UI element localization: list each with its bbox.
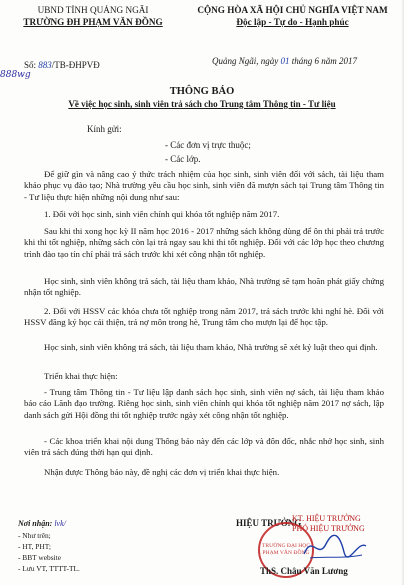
handwritten-signature [300, 530, 370, 564]
handwritten-note: 888wg [0, 70, 31, 80]
body-paragraph: - Trung tâm Thông tin - Tư liệu lập danh sách học sinh, sinh viên nợ sách, tài liệu tham khảo báo cáo Lãnh đạo trường. Riêng học sinh, sinh viên chính qui khóa tốt nghiệp năm 2017 nợ sách, lập danh sách gửi Hội đồng thi tốt nghiệp trước ngày xét công nhận tốt nghiệp. [24, 387, 384, 420]
recipients-label-text: Nơi nhận: [18, 519, 53, 528]
body-subheading: Triển khai thực hiện: [44, 371, 118, 381]
signature-role-line: KT. HIỆU TRƯỞNG [292, 514, 361, 523]
document-number [24, 60, 100, 70]
greeting-recipient: - Các đơn vị trực thuộc; [165, 140, 251, 150]
recipient-item: - BBT website [18, 553, 61, 562]
body-paragraph: Học sinh, sinh viên không trả sách, tài liệu tham khảo, Nhà trường sẽ xét kỷ luật theo qui định. [44, 342, 378, 352]
body-paragraph: Sau khi thi xong học kỳ II năm học 2016 - 2017 những sách không dùng để ôn thi phải trả trước khi thi tốt nghiệp, những sách còn lại trả ngay sau khi thi tốt nghiệp. Đối với các lớp học theo chương trình đào tạo tín chỉ phải trả sách trước khi xét công nhận tốt nghiệp. [24, 226, 384, 259]
recipient-item: - HT, PHT; [18, 542, 51, 551]
recipient-item: - Như trên; [18, 531, 51, 540]
recipients-list [18, 530, 128, 574]
nation-motto: Độc lập - Tự do - Hạnh phúc [236, 17, 349, 27]
document-title: THÔNG BÁO [169, 86, 235, 97]
body-paragraph: Học sinh, sinh viên không trả sách, tài liệu tham khảo, Nhà trường sẽ tạm hoãn phát giấy chứng nhận tốt nghiệp. [24, 276, 384, 298]
greeting-label: Kính gửi: [87, 124, 122, 134]
date-suffix: tháng 6 năm 2017 [291, 56, 357, 66]
stamp-text: TRƯỜNG ĐẠI HỌC PHẠM VĂN ĐỒNG [261, 543, 311, 556]
body-heading-2: 2. Đối với HSSV các khóa chưa tốt nghiệp trong năm 2017, trả sách trước khi nghỉ hè. Đối với HSSV đăng ký học cải thiện, trả nợ môn trong hè, Trung tâm cho mượn lại để học tập. [24, 306, 384, 328]
signer-name: ThS. Châu Văn Lương [260, 566, 348, 576]
nation-title: CỘNG HÒA XÃ HỘI CHỦ NGHĨA VIỆT NAM [197, 5, 388, 15]
recipients-hand-mark: lvk/ [54, 519, 66, 528]
doc-number-suffix: /TB-ĐHPVĐ [51, 60, 100, 70]
org-name: UBND TỈNH QUẢNG NGÃI [37, 5, 149, 15]
date-day: 01 [280, 56, 290, 66]
header-right [185, 4, 400, 28]
greeting-recipient: - Các lớp. [165, 154, 201, 164]
recipient-item: - Lưu VT, TTTT-TL. [18, 564, 80, 573]
doc-number-prefix: Số: [24, 60, 37, 70]
document-subtitle: Về việc học sinh, sinh viên trả sách cho Trung tâm Thông tin - Tư liệu [68, 99, 336, 109]
header-left [18, 4, 168, 28]
doc-number-value: 883 [38, 60, 52, 70]
recipients-label [18, 519, 66, 528]
body-paragraph: Để giữ gìn và nâng cao ý thức trách nhiệm của học sinh, sinh viên đối với sách, tài liệu tham khảo phục vụ đào tạo; Nhà trường yêu cầu học sinh, sinh viên đã mượn sách tại Trung tâm Thông tin - Tư liệu thực hiện những nội dung như sau: [24, 169, 384, 202]
signature-title: HIỆU TRƯỞNG [236, 518, 302, 528]
signature-role-line: PHÓ HIỆU TRƯỞNG [292, 524, 365, 533]
body-heading-1: 1. Đối với học sinh, sinh viên chính qui khóa tốt nghiệp năm 2017. [44, 209, 280, 219]
date-line [212, 56, 357, 66]
body-paragraph: - Các khoa triển khai nội dung Thông báo này đến các lớp và đôn đốc, nhắc nhở học sinh, sinh viên trả sách đúng thời hạn qui định. [24, 436, 384, 458]
date-prefix: Quảng Ngãi, ngày [212, 56, 279, 66]
body-paragraph: Nhận được Thông báo này, đề nghị các đơn vị triển khai thực hiện. [44, 467, 280, 477]
school-name: TRƯỜNG ĐH PHẠM VĂN ĐỒNG [23, 17, 163, 27]
